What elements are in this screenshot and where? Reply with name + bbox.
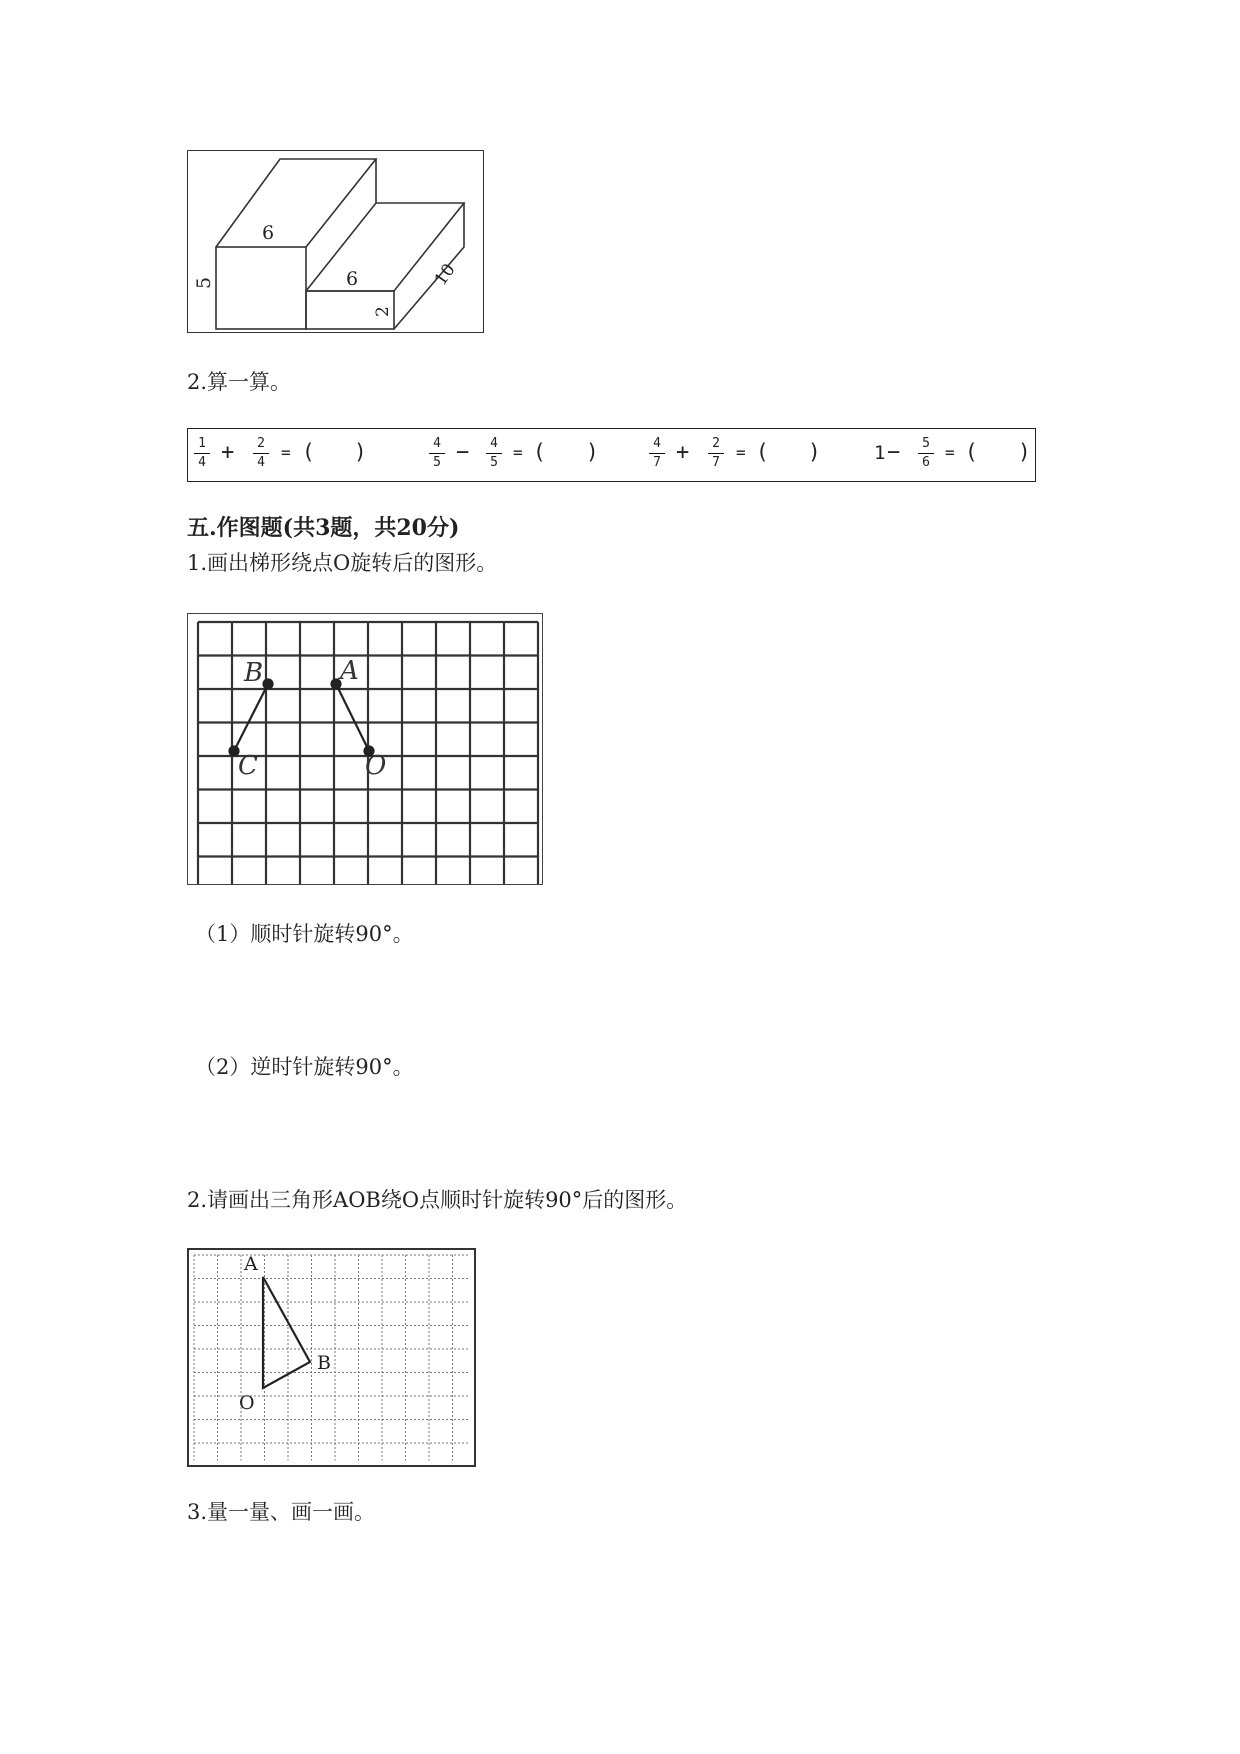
label-step-length: 6 [346,268,359,290]
fraction-denominator: 4 [257,455,265,470]
answer-open-paren: ( [756,440,769,464]
whole-number: 1 [874,442,886,464]
fraction-numerator: 2 [708,437,724,454]
answer-open-paren: ( [533,440,546,464]
point-label-a: A [244,1253,258,1275]
fraction-numerator: 4 [486,437,502,454]
fraction-numerator: 2 [253,437,269,454]
equals-sign: = [281,443,291,462]
equals-sign: = [513,443,523,462]
solid-figure-box [187,150,484,333]
q2-title: 2.算一算。 [187,370,292,394]
label-depth: 10 [430,260,460,290]
triangle-grid [189,1250,474,1465]
fraction-denominator: 4 [198,455,206,470]
point-label-a: A [340,656,359,686]
operator: − [456,440,470,465]
q2-prompt: 2.请画出三角形AOB绕O点顺时针旋转90°后的图形。 [187,1188,688,1212]
fraction-denominator: 7 [712,455,720,470]
calc-box [187,428,1036,482]
fraction-2-a [429,437,445,470]
answer-open-paren: ( [302,440,315,464]
operator: + [221,440,235,465]
answer-close-paren: ) [1018,440,1031,464]
point-label-o: O [365,751,387,781]
label-height: 5 [193,276,215,289]
fraction-3-b [708,437,724,470]
point-label-b: B [317,1352,331,1374]
q1-prompt: 1.画出梯形绕点O旋转后的图形。 [187,551,498,575]
section-heading: 五.作图题(共3题，共20分) [187,515,460,541]
fraction-denominator: 5 [433,455,441,470]
q1-sub2: （2）逆时针旋转90°。 [195,1055,414,1079]
label-top-length: 6 [262,222,275,244]
answer-open-paren: ( [965,440,978,464]
fraction-3-a [649,437,665,470]
fraction-numerator: 5 [918,437,934,454]
operator: − [887,440,901,465]
answer-close-paren: ) [808,440,821,464]
fraction-2-b [486,437,502,470]
operator: + [676,440,690,465]
fraction-1-a [194,437,210,470]
equals-sign: = [945,443,955,462]
fraction-numerator: 4 [429,437,445,454]
fraction-denominator: 6 [922,455,930,470]
fraction-4-b [918,437,934,470]
equals-sign: = [736,443,746,462]
answer-close-paren: ) [586,440,599,464]
fraction-denominator: 7 [653,455,661,470]
label-step-height: 2 [373,306,393,317]
q1-sub1: （1）顺时针旋转90°。 [195,922,414,946]
point-label-o: O [239,1392,255,1414]
fraction-numerator: 4 [649,437,665,454]
q3-prompt: 3.量一量、画一画。 [187,1500,376,1524]
point-label-b: B [244,658,264,688]
answer-close-paren: ) [354,440,367,464]
fraction-1-b [253,437,269,470]
solid-figure [188,151,483,332]
trapezoid-grid-box [187,613,543,885]
trapezoid-grid [188,614,542,884]
fraction-denominator: 5 [490,455,498,470]
fraction-numerator: 1 [194,437,210,454]
point-label-c: C [238,751,258,781]
triangle-grid-box [187,1248,476,1467]
